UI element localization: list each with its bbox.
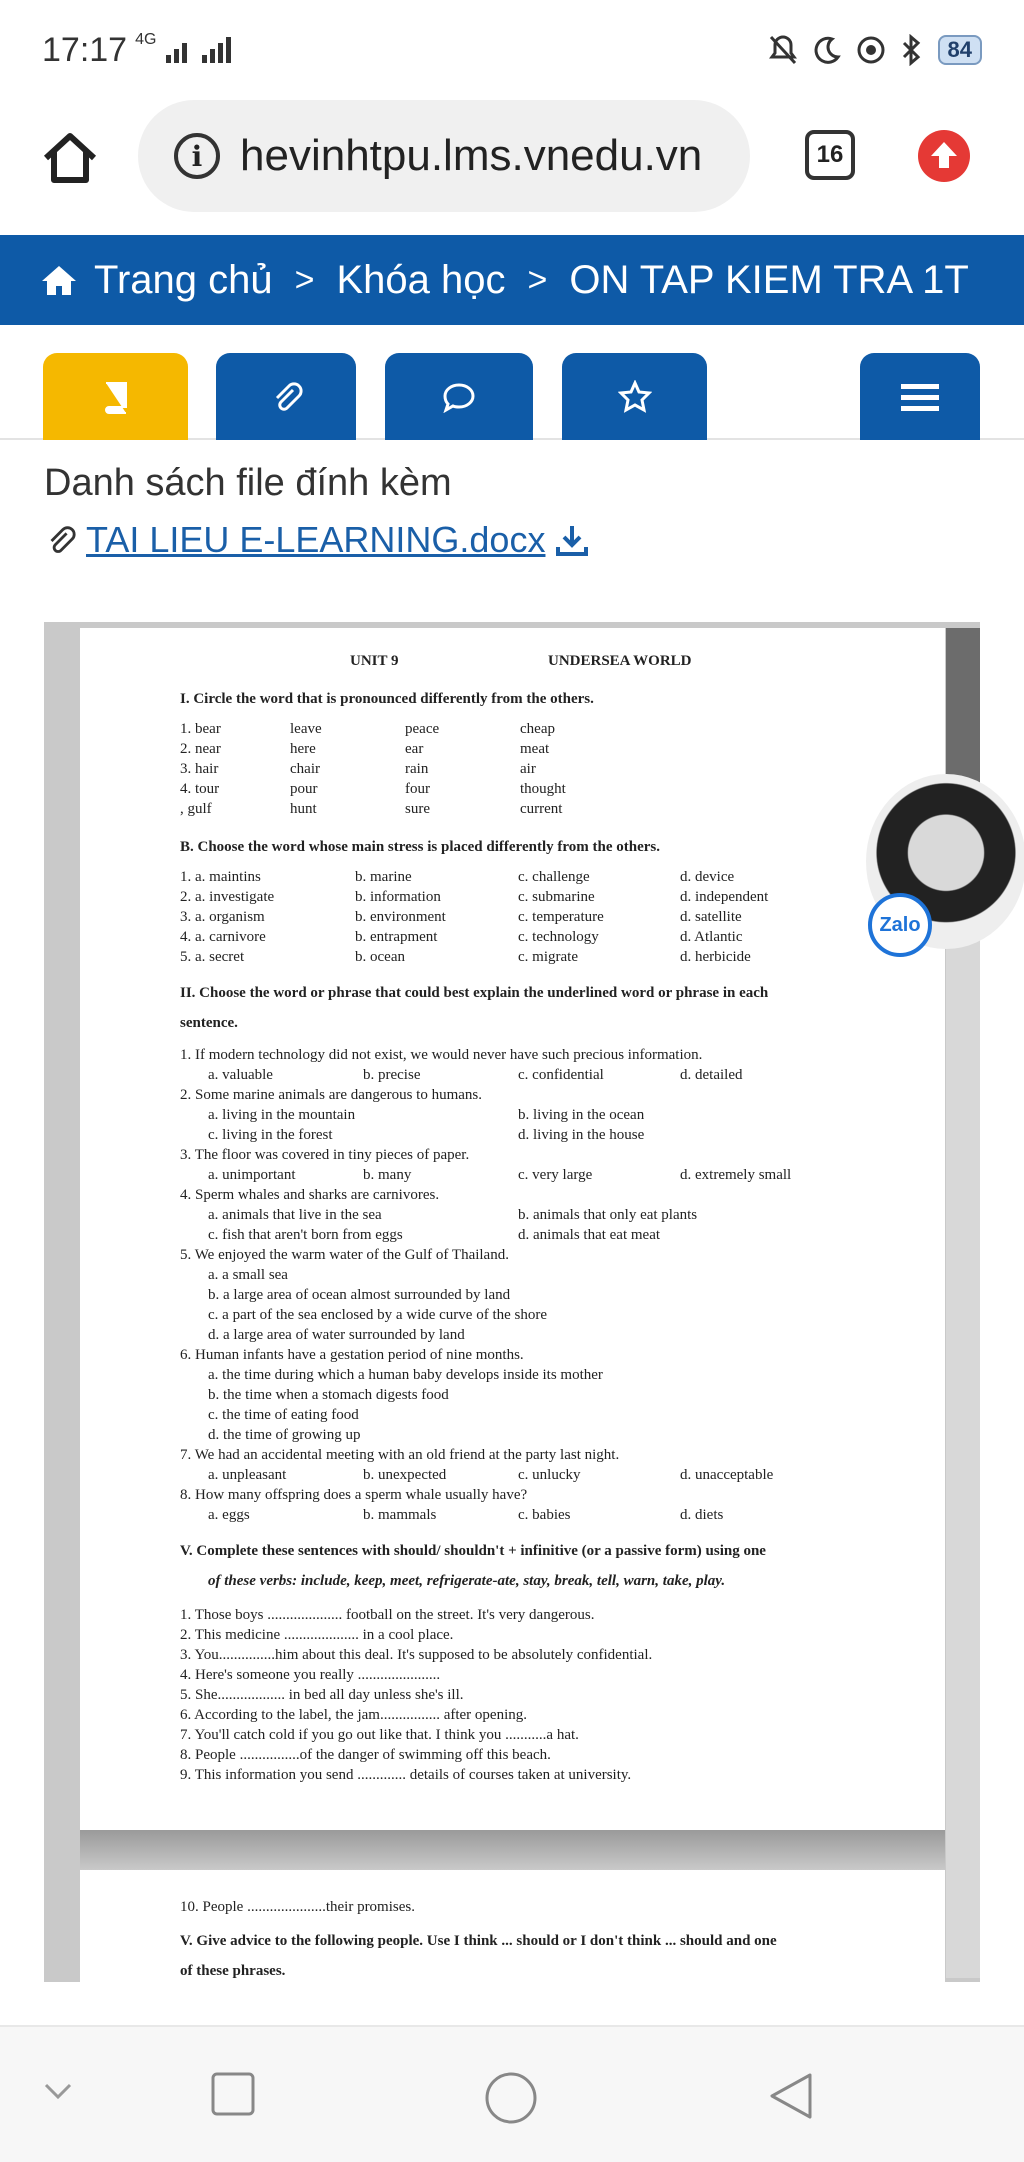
hamburger-icon — [901, 382, 939, 412]
stress-cell: c. migrate — [518, 949, 578, 965]
exercise-line: 8. People ................of the danger of swimming off this beach. — [180, 1747, 551, 1763]
option: c. fish that aren't born from eggs — [208, 1227, 403, 1243]
option: a. living in the mountain — [208, 1107, 356, 1123]
stress-cell: 3. a. organism — [180, 909, 265, 925]
attachment-filename[interactable]: TAI LIEU E-LEARNING.docx — [86, 519, 546, 560]
stress-cell: 1. a. maintins — [180, 869, 261, 885]
exercise-line: 5. She.................. in bed all day unless she's ill. — [180, 1687, 464, 1703]
mute-icon — [768, 34, 798, 66]
status-bar — [0, 0, 1024, 100]
pronunciation-cell: 4. tour — [180, 781, 220, 797]
doc-section-heading: II. Choose the word or phrase that could best explain the underlined word or phrase in each — [180, 985, 769, 1001]
pronunciation-cell: meat — [520, 741, 550, 757]
zalo-chat-button[interactable]: Zalo — [868, 893, 932, 957]
chevron-down-icon[interactable] — [38, 2071, 78, 2111]
exercise-line: 7. You'll catch cold if you go out like that. I think you ...........a hat. — [180, 1727, 579, 1743]
option: d. extremely small — [680, 1167, 792, 1183]
pronunciation-cell: current — [520, 801, 563, 817]
star-icon — [618, 380, 652, 414]
attachments-title: Danh sách file đính kèm — [44, 462, 452, 504]
question: 1. If modern technology did not exist, we would never have such precious information. — [180, 1047, 703, 1063]
option: a. eggs — [208, 1507, 250, 1523]
doc-section-heading: I. Circle the word that is pronounced differently from the others. — [180, 691, 594, 707]
option: d. the time of growing up — [208, 1427, 361, 1443]
home-icon[interactable] — [40, 263, 78, 297]
exercise-line: 9. This information you send ............. details of courses taken at university. — [180, 1767, 632, 1783]
recents-icon[interactable] — [210, 2071, 256, 2117]
question: 5. We enjoyed the warm water of the Gulf of Thailand. — [180, 1247, 509, 1263]
data-saver-icon — [856, 35, 886, 65]
tab-comments[interactable] — [385, 353, 533, 440]
battery-level: 84 — [938, 35, 982, 65]
network-type: 4G — [135, 31, 157, 48]
stress-cell: d. independent — [680, 889, 769, 905]
pronunciation-cell: rain — [405, 761, 429, 777]
question: 3. The floor was covered in tiny pieces of paper. — [180, 1147, 470, 1163]
pronunciation-cell: leave — [290, 721, 322, 737]
doc-topic: UNDERSEA WORLD — [548, 653, 692, 669]
book-icon — [101, 380, 131, 414]
document-page — [80, 1870, 945, 1982]
stress-cell: b. ocean — [355, 949, 405, 965]
question: 2. Some marine animals are dangerous to humans. — [180, 1087, 483, 1103]
stress-cell: c. temperature — [518, 909, 604, 925]
doc-section-heading-cont: of these verbs: include, keep, meet, refrigerate-ate, stay, break, tell, warn, take, play. — [208, 1573, 726, 1589]
pronunciation-cell: air — [520, 761, 536, 777]
option: b. many — [363, 1167, 412, 1183]
url-text: hevinhtpu.lms.vnedu.vn — [240, 131, 703, 180]
browser-toolbar — [0, 100, 1024, 235]
course-tabs — [0, 325, 1024, 440]
pronunciation-cell: here — [290, 741, 316, 757]
stress-cell: d. Atlantic — [680, 929, 743, 945]
option: c. babies — [518, 1507, 571, 1523]
doc-section-heading: B. Choose the word whose main stress is placed differently from the others. — [180, 839, 660, 855]
stress-cell: 4. a. carnivore — [180, 929, 266, 945]
stress-cell: d. device — [680, 869, 735, 885]
pronunciation-cell: peace — [405, 721, 440, 737]
pronunciation-cell: sure — [405, 801, 430, 817]
exercise-line: 3. You...............him about this deal. It's supposed to be absolutely confidential. — [180, 1647, 653, 1663]
home-nav-icon[interactable] — [484, 2071, 538, 2125]
doc-section-heading-cont: of these phrases. — [180, 1963, 286, 1979]
tab-menu[interactable] — [860, 353, 980, 440]
doc-unit: UNIT 9 — [350, 653, 399, 669]
option: c. a part of the sea enclosed by a wide curve of the shore — [208, 1307, 548, 1323]
option: b. a large area of ocean almost surrounded by land — [208, 1287, 511, 1303]
question: 8. How many offspring does a sperm whale usually have? — [180, 1487, 528, 1503]
tab-attachments[interactable] — [216, 353, 356, 440]
option: c. living in the forest — [208, 1127, 333, 1143]
doc-line: 10. People .....................their promises. — [180, 1899, 415, 1915]
exercise-line: 6. According to the label, the jam................ after opening. — [180, 1707, 527, 1723]
option: a. valuable — [208, 1067, 273, 1083]
option: b. unexpected — [363, 1467, 447, 1483]
attachment-link[interactable] — [44, 519, 984, 561]
address-bar[interactable] — [138, 100, 750, 212]
chevron-right-icon: > — [527, 260, 548, 299]
option: a. unpleasant — [208, 1467, 287, 1483]
document-viewer[interactable] — [44, 622, 980, 1982]
download-icon[interactable] — [555, 523, 589, 557]
option: b. the time when a stomach digests food — [208, 1387, 449, 1403]
option: a. the time during which a human baby develops inside its mother — [208, 1367, 603, 1383]
paperclip-icon — [44, 524, 76, 556]
document-page — [80, 628, 945, 1830]
stress-cell: b. information — [355, 889, 441, 905]
stress-cell: b. entrapment — [355, 929, 438, 945]
option: c. very large — [518, 1167, 593, 1183]
viewer-scroll-thumb[interactable] — [946, 628, 980, 798]
question: 7. We had an accidental meeting with an old friend at the party last night. — [180, 1447, 620, 1463]
moon-icon — [812, 35, 842, 65]
option: c. confidential — [518, 1067, 604, 1083]
breadcrumb-current: ON TAP KIEM TRA 1T — [569, 257, 969, 302]
pronunciation-cell: pour — [290, 781, 318, 797]
option: c. the time of eating food — [208, 1407, 359, 1423]
chat-bubble-icon — [441, 381, 477, 413]
pronunciation-cell: 1. bear — [180, 721, 221, 737]
option: d. detailed — [680, 1067, 743, 1083]
breadcrumb — [0, 235, 1024, 325]
option: b. animals that only eat plants — [518, 1207, 698, 1223]
option: b. mammals — [363, 1507, 437, 1523]
stress-cell: c. technology — [518, 929, 599, 945]
info-icon[interactable]: i — [174, 133, 220, 179]
signal-icon — [164, 35, 234, 65]
page-gap — [80, 1830, 945, 1870]
option: d. animals that eat meat — [518, 1227, 661, 1243]
pronunciation-cell: chair — [290, 761, 320, 777]
stress-cell: 5. a. secret — [180, 949, 245, 965]
pronunciation-cell: cheap — [520, 721, 555, 737]
pronunciation-cell: 3. hair — [180, 761, 219, 777]
breadcrumb-course[interactable]: Khóa học — [336, 257, 506, 302]
doc-section-heading: V. Complete these sentences with should/ shouldn't + infinitive (or a passive form) using one — [180, 1543, 766, 1559]
exercise-line: 1. Those boys .................... football on the street. It's very dangerous. — [180, 1607, 595, 1623]
stress-cell: c. challenge — [518, 869, 590, 885]
pronunciation-cell: ear — [405, 741, 424, 757]
pronunciation-cell: hunt — [290, 801, 317, 817]
stress-cell: b. environment — [355, 909, 446, 925]
bluetooth-icon — [900, 34, 924, 66]
exercise-line: 2. This medicine .................... in a cool place. — [180, 1627, 454, 1643]
option: d. living in the house — [518, 1127, 645, 1143]
question: 6. Human infants have a gestation period of nine months. — [180, 1347, 524, 1363]
stress-cell: d. satellite — [680, 909, 742, 925]
tab-content[interactable] — [43, 353, 188, 440]
update-arrow-icon[interactable] — [918, 130, 970, 182]
stress-cell: 2. a. investigate — [180, 889, 275, 905]
option: d. diets — [680, 1507, 724, 1523]
pronunciation-cell: 2. near — [180, 741, 221, 757]
option: a. animals that live in the sea — [208, 1207, 382, 1223]
attachments-section — [44, 462, 984, 561]
stress-cell: d. herbicide — [680, 949, 751, 965]
exercise-line: 4. Here's someone you really ...................... — [180, 1667, 441, 1683]
option: d. a large area of water surrounded by land — [208, 1327, 465, 1343]
tab-switcher-button[interactable]: 16 — [805, 130, 855, 180]
option: a. a small sea — [208, 1267, 288, 1283]
option: b. living in the ocean — [518, 1107, 645, 1123]
stress-cell: c. submarine — [518, 889, 595, 905]
home-icon[interactable] — [38, 126, 102, 190]
chevron-right-icon: > — [294, 260, 315, 299]
pronunciation-cell: four — [405, 781, 430, 797]
back-icon[interactable] — [766, 2071, 816, 2121]
question: 4. Sperm whales and sharks are carnivores. — [180, 1187, 440, 1203]
option: b. precise — [363, 1067, 421, 1083]
doc-section-heading: V. Give advice to the following people. Use I think ... should or I don't think ... should and one — [180, 1933, 777, 1949]
option: a. unimportant — [208, 1167, 296, 1183]
breadcrumb-home[interactable]: Trang chủ — [94, 257, 273, 302]
option: c. unlucky — [518, 1467, 581, 1483]
option: d. unacceptable — [680, 1467, 774, 1483]
doc-section-heading-cont: sentence. — [180, 1015, 238, 1031]
tab-favorite[interactable] — [562, 353, 707, 440]
system-nav-bar — [0, 2025, 1024, 2162]
pronunciation-cell: , gulf — [180, 801, 212, 817]
clock: 17:17 — [42, 30, 128, 69]
stress-cell: b. marine — [355, 869, 412, 885]
paperclip-icon — [269, 380, 303, 414]
pronunciation-cell: thought — [520, 781, 566, 797]
